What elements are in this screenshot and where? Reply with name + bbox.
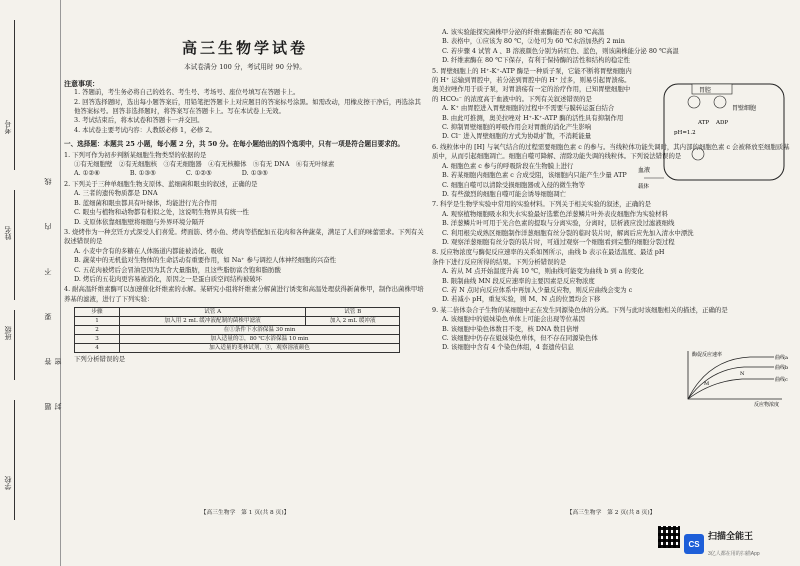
- subtitle: 本试卷满分 100 分，考试用时 90 分钟。: [184, 63, 306, 72]
- option: C. 眼虫与植物和动物都有相似之处，这说明生物界具有统一性: [74, 208, 249, 217]
- option: A. 该实验能探究菌株甲分泌的纤维素酶能否在 80 ℃高温: [442, 28, 605, 36]
- table-header: 试管 B: [306, 308, 400, 317]
- qr-code: [658, 526, 680, 548]
- blood-label: 血液: [638, 167, 651, 174]
- option: B. 该细胞中染色体数目不变，核 DNA 数目倍增: [442, 324, 579, 333]
- question-1-items: ①有无细胞壁 ②有无细胞核 ③有无细胞器 ④有无核糖体 ⑤有无 DNA ⑥有无叶绿素: [74, 160, 335, 169]
- option: C. 五花肉被烤后会冒油是因为其含大量脂肪，且这些脂肪富含饱和脂肪酸: [74, 265, 281, 274]
- stomach-label: 胃腔: [699, 87, 712, 94]
- table-cell: 3: [75, 335, 120, 344]
- chloride-channel: [688, 96, 700, 108]
- option: B. 由此可推测，奥美拉唑对 H⁺-K⁺-ATP 酶的活性具有抑制作用: [442, 113, 624, 122]
- option: C. 抑制胃壁细胞的呼吸作用会对胃酸的消化产生影响: [442, 123, 592, 132]
- table-cell: 在①条件下水浴保温 30 min: [120, 326, 400, 335]
- binding-line: [14, 190, 15, 300]
- curve-c-label: 曲线c: [775, 377, 788, 383]
- name-label: 姓名: [5, 226, 12, 240]
- table-cell: 2: [75, 326, 120, 335]
- table-cell: 加入适量的斐林试剂，③，观察溶液颜色: [120, 344, 400, 353]
- option: D. 观察洋葱细胞有丝分裂的装片时，可通过观察一个细胞看到完整的细胞分裂过程: [442, 237, 675, 246]
- question-7: 7. 科学是生物学实验中常用的实验材料。下列关于相关实验的叙述，正确的是: [432, 200, 652, 209]
- option: D. 支原体依靠细胞壁将细胞与外界环境分隔开: [74, 217, 205, 226]
- ph-label: pH=1.2: [674, 130, 696, 136]
- binding-line: [14, 400, 15, 520]
- option: A. ①②⑥: [74, 169, 100, 178]
- binding-line: [14, 310, 15, 380]
- option: B. 若某细胞内细胞色素 c 合成受阻，该细胞内只能产生少量 ATP: [442, 171, 627, 180]
- table-header: 试管 A: [120, 308, 306, 317]
- bicarbonate-transporter: [692, 148, 704, 160]
- experiment-table: [74, 307, 400, 353]
- question-1-options: [64, 169, 426, 178]
- curve-b-label: 曲线b: [775, 365, 789, 371]
- option: C. 若 N 点时向反应体系中再加入少量反应物，则反应曲线会变为 c: [442, 285, 633, 294]
- option: B. 洋葱鳞片叶可用于光合色素的提取与分离实验，分离时，层析液应没过滤液细线: [442, 219, 675, 228]
- parietal-cell-diagram: [636, 80, 786, 192]
- page-1-column: [64, 0, 426, 566]
- table-row: [75, 326, 400, 335]
- table-header-row: [75, 308, 400, 317]
- carrier-label: 载体: [638, 184, 650, 190]
- option: C. 该细胞中仍存在姐妹染色单体，但不存在同源染色体: [442, 334, 598, 342]
- option: D. 烤后的五花肉更容易被消化，原因之一是蛋白质空间结构被破坏: [74, 274, 262, 283]
- scanner-brand: 扫描全能王: [708, 530, 754, 541]
- point-n-label: N: [740, 371, 745, 377]
- notice-item: 2. 回答选择题时，选出每小题答案后，用铅笔把答题卡上对应题目的答案标号涂黑。如需改动，用橡皮擦干净后，再选涂其他答案标号。回答非选择题时，将答案写在答题卡上。写在本试卷上无效。: [74, 97, 421, 116]
- option: A. K⁺ 由胃腔进入胃壁细胞的过程中不需要与膜转运蛋白结合: [442, 104, 615, 113]
- notice-heading: 注意事项：: [64, 78, 99, 88]
- option: A. 三者的遗传物质都是 DNA: [74, 189, 158, 198]
- option: B. ①③⑤: [129, 169, 156, 178]
- table-cell: 加入用 2 mL 缓冲液配制的菌株甲滤液: [120, 317, 306, 326]
- notice-item: 3. 考试结束后，将本试卷和答题卡一并交回。: [74, 116, 204, 125]
- question-9: 9. 某二倍体杂合子生物的某细胞中正在发生同源染色体的分离。下列与此时该细胞相关的描述，正确的是: [432, 305, 728, 314]
- option: C. ①②⑤: [185, 169, 212, 178]
- atp-label: ATP: [698, 120, 710, 126]
- question-2: 2. 下列关于三种单细胞生物支原体、蓝细菌和眼虫的叙述，正确的是: [64, 179, 258, 188]
- table-row: [75, 335, 400, 344]
- cell-label: 胃壁细胞: [732, 105, 757, 112]
- page-title: 高三生物学试卷: [181, 39, 308, 57]
- option: B. 蓝细菌和眼虫都具有叶绿体，均能进行光合作用: [74, 198, 217, 207]
- section-heading: 一、选择题：本题共 25 小题，每小题 2 分，共 50 分。在每小题给出的四个选项中，只有一项是符合题目要求的。: [64, 140, 405, 149]
- binding-line: [14, 20, 15, 170]
- point-m-label: M: [704, 381, 710, 387]
- option: B. 蔬菜中的无机盐对生物体的生命活动有重要作用，如 Na⁺ 参与调控人体神经细胞的兴奋性: [74, 256, 337, 265]
- notice-list: [64, 88, 426, 135]
- exam-number-label: 考号: [5, 120, 12, 134]
- school-label: 学校: [5, 476, 12, 490]
- proton-pump: [714, 96, 726, 108]
- binding-margin: [0, 0, 61, 566]
- page-footer: 【高三生物学 第 2 页(共 8 页)】: [566, 509, 656, 516]
- question-5: 5. 胃壁细胞上的 H⁺-K⁺-ATP 酶是一种质子泵，它能不断将胃壁细胞内的 H⁺ 运输到胃腔中，若分泌到胃腔中的 H⁺ 过多，则易引起胃溃疡。奥美拉唑作用于质子泵，对胃溃疡有一定的治疗作用，已知胃壁细胞中的 HCO₃⁻ 的浓度高于血液中的。下列有关叙述错误的是: [432, 66, 632, 103]
- option: B. 限制曲线 MN 段反应速率的主要因素是反应物浓度: [442, 276, 595, 285]
- question-4: 4. 耐高温纤维素酶可以加速催化纤维素的水解。某研究小组将纤维素分解菌进行诱变和高温处理获得新菌株甲，制作出菌株甲培养基的滤液，进行了下列实验：: [64, 285, 424, 303]
- option: A. 若从 M 点开始温度升高 10 ℃，则曲线可能变为曲线 b 到 a 的变化: [442, 267, 644, 276]
- scanner-text: [708, 529, 760, 560]
- question-8: 8. 反应物浓度与酶促反应速率的关系如图所示，曲线 b 表示在最适温度、最适 pH 条件下进行反应所得的结果。下列分析错误的是: [432, 248, 665, 266]
- curve-a-line: [688, 357, 774, 399]
- class-label: 班级: [5, 326, 12, 340]
- option: C. 细胞自噬可以清除受损细胞器或入侵的微生物等: [442, 180, 585, 189]
- question-3: 3. 烧烤作为一种烹饪方式深受人们喜爱。烤面筋、烤小鱼、烤肉等搭配加五花肉和各种蔬菜，满足了人们的味蕾需求。下列有关叙述错误的是: [64, 227, 424, 246]
- y-axis-label: 酶促反应速率: [692, 352, 723, 358]
- curve-c-line: [688, 379, 774, 399]
- option: A. 小麦中含有的多糖在人体肠道内都能被消化、吸收: [74, 246, 224, 255]
- graph-axes: [688, 351, 782, 399]
- option: C. 利用根尖成熟区细胞制作洋葱细胞有丝分裂的临时装片时，解离后应先加入清水中漂洗: [442, 228, 694, 237]
- adp-label: ADP: [716, 120, 729, 126]
- seal-warning: 题 答 要 不 内 线 封 密: [45, 160, 62, 410]
- enzyme-rate-graph: [678, 349, 792, 407]
- curve-a-label: 曲线a: [775, 355, 788, 361]
- stomach-lumen: [692, 84, 732, 94]
- page-footer: 【高三生物学 第 1 页(共 8 页)】: [200, 509, 290, 516]
- notice-item: 1. 答题前，考生务必将自己的姓名、考生号、考场号、座位号填写在答题卡上。: [74, 88, 300, 97]
- table-cell: 1: [75, 317, 120, 326]
- option: D. ①③⑤: [241, 169, 268, 178]
- option: D. 该细胞中含有 4 个染色体组，4 套遗传信息: [442, 343, 574, 352]
- scanner-watermark: [684, 526, 780, 562]
- table-row: [75, 344, 400, 353]
- notice-item: 4. 本试卷主要考试内容：人教版必修 1，必修 2。: [74, 125, 216, 134]
- curve-b-line: [688, 367, 774, 399]
- option: D. 若减小 pH，重复实验，则 M、N 点的位置均会下移: [442, 295, 601, 304]
- option: D. 有些激烈的细胞自噬可能会诱导细胞凋亡: [442, 189, 566, 198]
- option: A. 该细胞中的姐妹染色单体上可能会出现等位基因: [442, 315, 585, 324]
- table-cell: 加入 2 mL 缓冲液: [306, 317, 400, 326]
- option: D. Cl⁻ 进入胃壁细胞的方式为协助扩散，不消耗能量: [442, 132, 592, 141]
- option: A. 观察植物细胞吸水和失水实验最好选紫色洋葱鳞片叶外表皮细胞作为实验材料: [442, 209, 668, 218]
- option: C. 若步骤 4 试管 A 、B 溶液颜色分别为砖红色、蓝色，则该菌株能分泌 80 ℃高温: [442, 46, 679, 55]
- camscanner-badge: CS: [684, 534, 704, 554]
- table-cell: 加入适量的②，80 ℃水浴保温 10 min: [120, 335, 400, 344]
- table-row: [75, 317, 400, 326]
- option: B. 表格中，①应该为 80 ℃，②处可为 60 ℃水浴加热约 2 min: [442, 37, 625, 46]
- x-axis-label: 反应物浓度: [754, 402, 780, 407]
- table-cell: 4: [75, 344, 120, 353]
- option: A. 细胞色素 c 参与的呼吸阶段在生物膜上进行: [442, 161, 574, 170]
- table-header: 步骤: [75, 308, 120, 317]
- scanner-tagline: 3亿人都在用的扫描App: [708, 550, 760, 557]
- question-6: 6. 线粒体中的 [H] 与氧气结合的过程需要细胞色素 c 的参与。当线粒体功能失调时，其内部的细胞色素 c 会被释放至细胞质基质中，从而引起细胞凋亡。细胞自噬可降解、清除功能失调的线粒体。下列说法错误的是: [432, 142, 790, 161]
- option: D. 纤维素酶在 80 ℃下保存，有利于保持酶的活性和结构的稳定性: [442, 56, 631, 65]
- question-1: 1. 下列可作为初步判断某细胞生物类型的依据的是: [64, 150, 207, 159]
- question-4-tail: 下列分析错误的是: [74, 355, 126, 364]
